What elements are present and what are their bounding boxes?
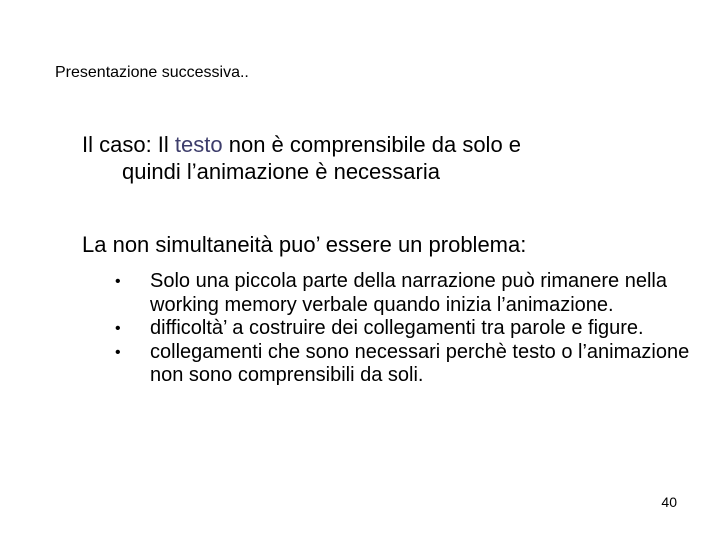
slide-header: Presentazione successiva.. [55,64,249,81]
bullet-icon: • [115,343,121,361]
bullet-item [110,341,690,388]
paragraph-case [82,131,682,185]
bullet-item [110,270,690,317]
bullet-text: collegamenti che sono necessari perchè testo o l’animazione non sono comprensibili da soli. [150,340,690,386]
bullet-item [110,317,690,341]
bullet-text: difficoltà’ a costruire dei collegamenti tra parole e figure. [150,317,644,339]
bullet-icon: • [115,273,121,290]
bullet-list [110,270,690,388]
bullet-text: Solo una piccola parte della narrazione può rimanere nella working memory verbale quando inizia l’animazione. [150,270,667,316]
paragraph-problem: La non simultaneità puo’ essere un problema: [82,232,527,257]
paragraph-case-line2: quindi l’animazione è necessaria [122,159,440,184]
paragraph-case-accent-word: testo [174,132,223,157]
page-number: 40 [661,494,677,510]
paragraph-case-text-start: Il caso: Il [82,132,175,157]
paragraph-case-text-end: non è comprensibile da solo e [222,132,522,157]
bullet-icon: • [115,320,121,337]
